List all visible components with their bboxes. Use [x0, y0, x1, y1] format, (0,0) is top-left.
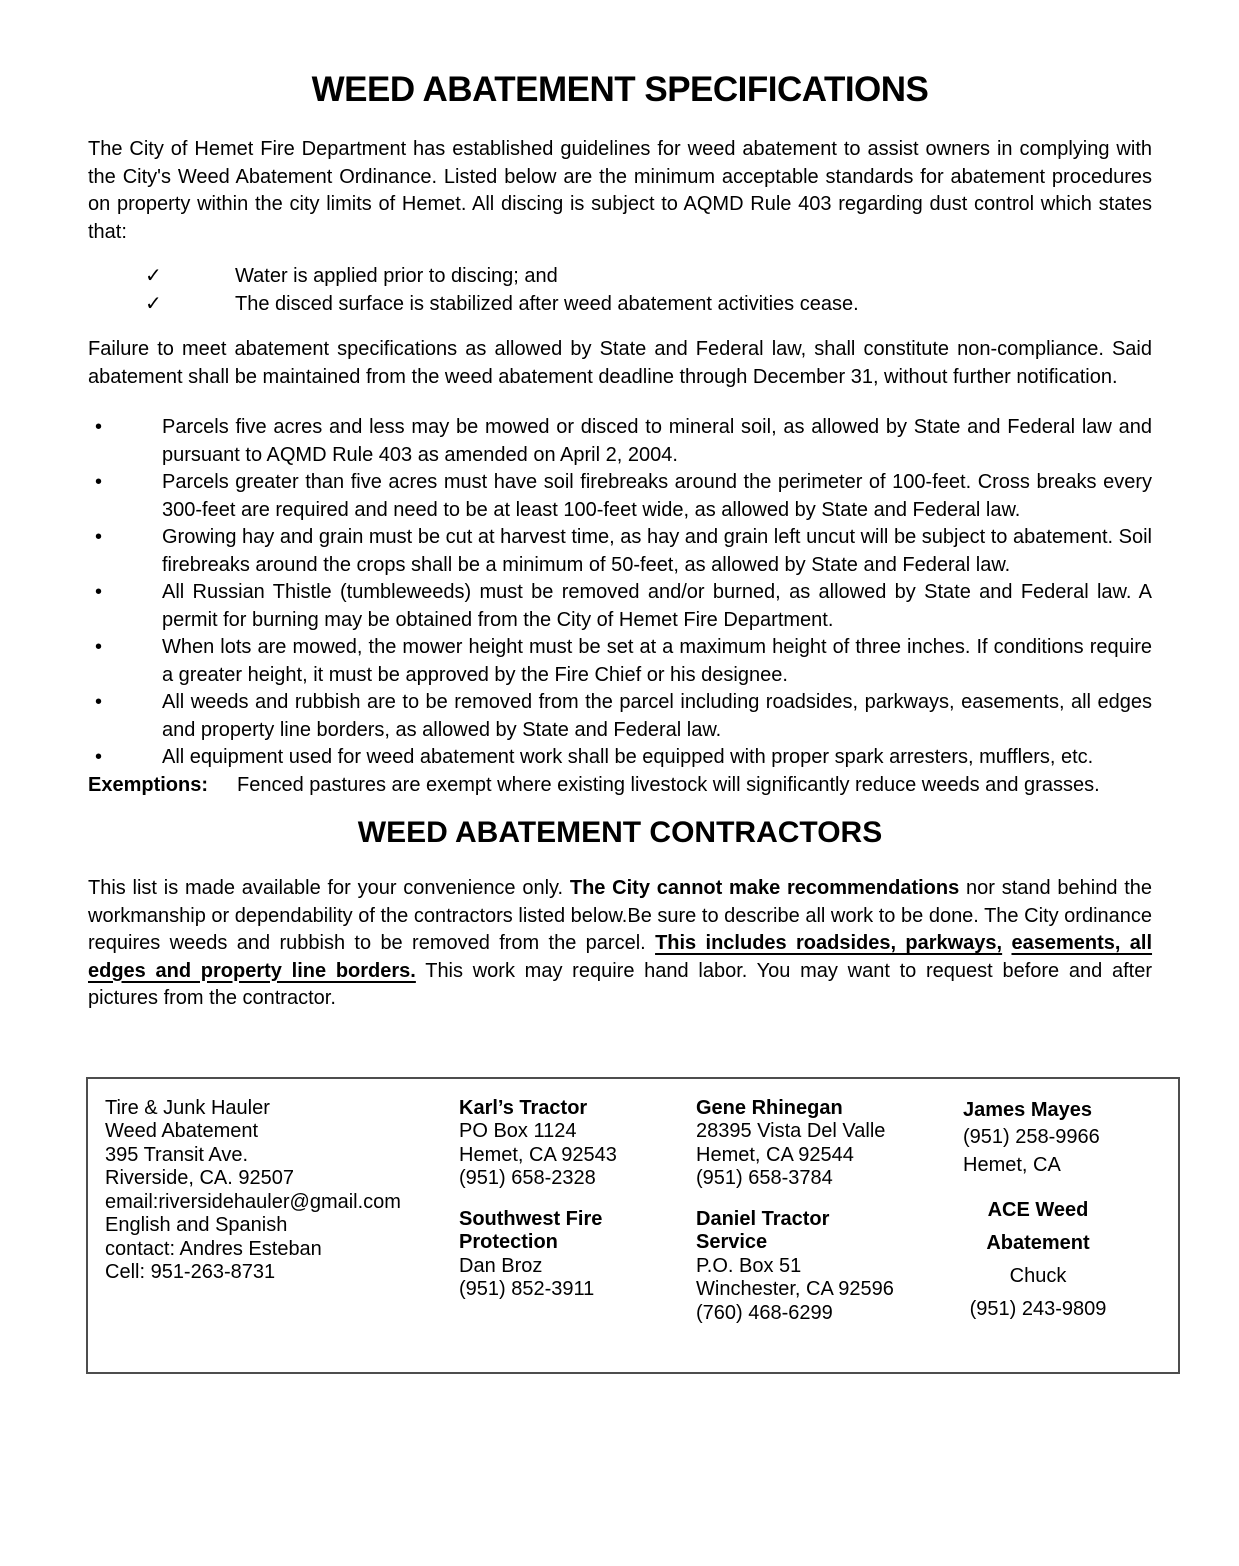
bullet-icon: • [95, 691, 103, 713]
contractor-column-tire-junk-hauler [105, 1097, 435, 1285]
contractor-entry [696, 1097, 926, 1191]
bullet-item [88, 579, 1152, 634]
contractor-line: Weed Abatement [105, 1120, 259, 1142]
bullet-item [88, 414, 1152, 469]
contractor-line: Dan Broz [459, 1254, 543, 1277]
contractor-entry [963, 1097, 1113, 1180]
contractor-line: (951) 658-2328 [459, 1167, 596, 1189]
exemptions-row [88, 772, 1152, 800]
contractor-line: (951) 658-3784 [696, 1167, 833, 1189]
checkmark-icon: ✓ [145, 265, 162, 287]
contractor-name: Abatement [986, 1232, 1090, 1254]
contractor-line: P.O. Box 51 [696, 1254, 802, 1277]
contractor-column-karls-tractor [459, 1097, 669, 1302]
contractor-line: Hemet, CA 92544 [696, 1143, 854, 1166]
contractors-paragraph-bold: The City cannot make recommendations [569, 877, 960, 899]
exemptions-text: Fenced pastures are exempt where existing livestock will significantly reduce weeds and grasses. [237, 773, 1100, 796]
bullet-item-text: Parcels greater than five acres must have soil firebreaks around the perimeter of 100-feet. Cross breaks every 300-feet are required and need to be at least 100-feet wide, as allowed by State and Federal law. [162, 471, 1152, 521]
contractor-line: English and Spanish [105, 1214, 288, 1236]
contractor-name: ACE Weed [987, 1199, 1089, 1221]
bullet-item-text: Growing hay and grain must be cut at harvest time, as hay and grain left uncut will be subject to abatement. Soil firebreaks around the crops shall be a minimum of 50-feet, as allowed by State and Federal law. [162, 526, 1152, 576]
contractors-columns [88, 1097, 1178, 1327]
contractor-name: Karl’s Tractor [459, 1096, 588, 1119]
bullet-icon: • [95, 636, 103, 658]
check-item-text: Water is applied prior to discing; and [235, 265, 558, 287]
contractors-heading: WEED ABATEMENT CONTRACTORS [357, 816, 883, 849]
contractor-entry [459, 1208, 669, 1302]
contractor-line: 28395 Vista Del Valle [696, 1120, 886, 1142]
contractor-line: Hemet, CA [963, 1153, 1061, 1176]
contractor-entry [963, 1194, 1113, 1326]
bullet-item [88, 634, 1152, 689]
contractors-paragraph-underlined: This includes roadsides, parkways, [655, 932, 1003, 954]
bullet-icon: • [95, 526, 103, 548]
bullet-item [88, 469, 1152, 524]
contractor-line: Cell: 951-263-8731 [105, 1261, 276, 1283]
contractor-line: 395 Transit Ave. [105, 1143, 249, 1166]
contractors-paragraph-underlined: easements, all edges and property line borders. [88, 932, 1153, 982]
contractor-line: contact: Andres Esteban [105, 1237, 322, 1260]
bullet-item-text: All equipment used for weed abatement work shall be equipped with proper spark arresters, mufflers, etc. [162, 746, 1094, 768]
bullet-list [88, 414, 1152, 772]
contractor-entry [459, 1097, 669, 1191]
contractor-name: Gene Rhinegan [696, 1096, 843, 1119]
contractor-name: Daniel Tractor [696, 1207, 830, 1230]
contractor-name: Service [696, 1231, 768, 1253]
contractor-column-gene-rhinegan [696, 1097, 926, 1326]
contractor-name: Southwest Fire [459, 1207, 603, 1230]
bullet-icon: • [95, 746, 103, 768]
check-list [88, 263, 1152, 318]
intro-paragraph: The City of Hemet Fire Department has established guidelines for weed abatement to assist owners in complying with the City's Weed Abatement Ordinance. Listed below are the minimum acceptable standards for abatement procedures on property within the city limits of Hemet. All discing is subject to AQMD Rule 403 regarding dust control which states that: [88, 138, 1152, 243]
checkmark-icon: ✓ [145, 292, 162, 315]
contractor-entry [696, 1208, 926, 1326]
check-item-text: The disced surface is stabilized after weed abatement activities cease. [235, 292, 859, 315]
check-item [88, 263, 1152, 291]
contractor-line: Chuck [1009, 1265, 1067, 1287]
contractor-name: Protection [459, 1231, 558, 1253]
bullet-item [88, 744, 1152, 772]
contractor-line: Winchester, CA 92596 [696, 1278, 894, 1300]
contractor-column-james-mayes [963, 1097, 1113, 1327]
contractors-paragraph-text: This work may require hand labor. You may want to request before and after pictures from the contractor. [88, 959, 1152, 1009]
contractor-line: (951) 258-9966 [963, 1126, 1100, 1148]
bullet-icon: • [95, 471, 103, 493]
bullet-item [88, 524, 1152, 579]
contractor-line: PO Box 1124 [459, 1120, 577, 1142]
bullet-item-text: All weeds and rubbish are to be removed from the parcel including roadsides, parkways, easements, all edges and property line borders, as allowed by State and Federal law. [162, 691, 1152, 741]
exemptions-label: Exemptions: [88, 773, 209, 796]
contractor-line: (951) 852-3911 [459, 1278, 595, 1300]
contractor-line: Hemet, CA 92543 [459, 1143, 617, 1166]
contractor-line: (951) 243-9809 [969, 1298, 1107, 1320]
contractors-box [86, 1077, 1180, 1374]
failure-paragraph: Failure to meet abatement specifications as allowed by State and Federal law, shall constitute non-compliance. Said abatement shall be maintained from the weed abatement deadline through December 31, without further notification. [88, 338, 1152, 388]
page-title: WEED ABATEMENT SPECIFICATIONS [311, 70, 929, 109]
bullet-item [88, 689, 1152, 744]
contractor-line: Tire & Junk Hauler [105, 1096, 270, 1119]
bullet-item-text: When lots are mowed, the mower height must be set at a maximum height of three inches. If conditions require a greater height, it must be approved by the Fire Chief or his designee. [162, 636, 1152, 686]
contractor-line: Riverside, CA. 92507 [105, 1167, 294, 1189]
bullet-item-text: Parcels five acres and less may be mowed or disced to mineral soil, as allowed by State and Federal law and pursuant to AQMD Rule 403 as amended on April 2, 2004. [162, 416, 1152, 466]
contractor-name: James Mayes [963, 1098, 1092, 1121]
bullet-item-text: All Russian Thistle (tumbleweeds) must be removed and/or burned, as allowed by State and Federal law. A permit for burning may be obtained from the City of Hemet Fire Department. [162, 581, 1152, 631]
bullet-icon: • [95, 581, 103, 603]
contractor-line: (760) 468-6299 [696, 1301, 833, 1324]
check-item [88, 291, 1152, 319]
contractors-paragraph-text: nor stand behind the workmanship or dependability of the contractors listed below.Be sure to describe all work to be done. The City ordinance requires weeds and rubbish to be removed from the parcel. [88, 877, 1153, 954]
contractors-paragraph-text: This list is made available for your convenience only. [88, 877, 570, 899]
contractor-email-text: email:riversidehauler@gmail.com [105, 1190, 401, 1213]
contractors-paragraph [88, 875, 1152, 1013]
bullet-icon: • [95, 416, 103, 438]
document-content [88, 70, 1152, 1374]
